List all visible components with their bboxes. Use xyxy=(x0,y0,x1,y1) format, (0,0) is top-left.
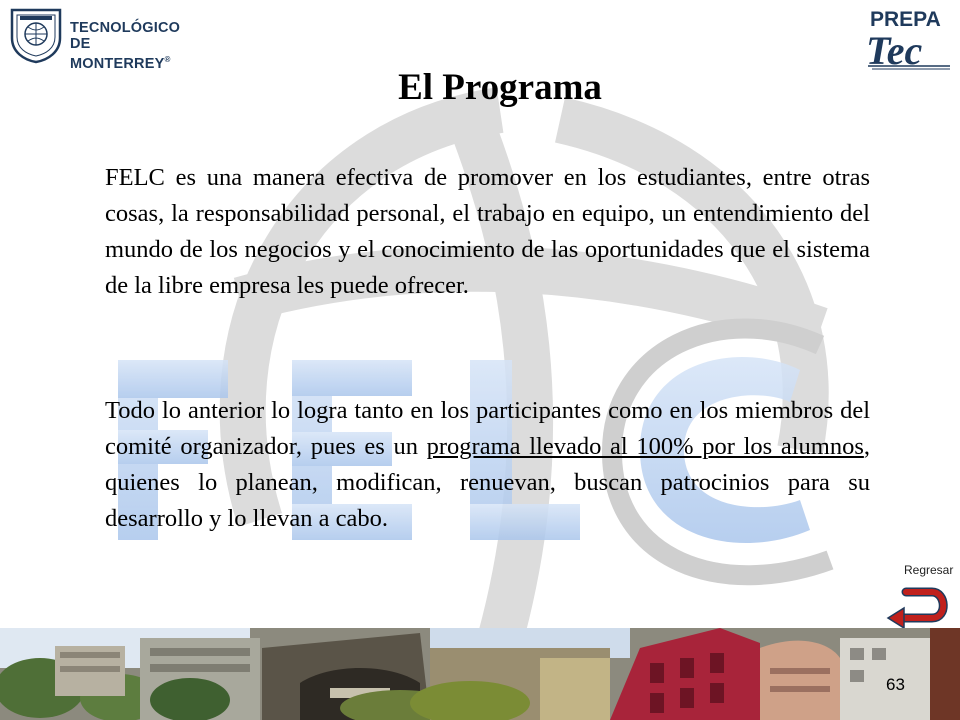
institution-name-line2: DE MONTERREY xyxy=(70,36,165,72)
para2-text-start: Todo lo anterior lo logra tanto en los participantes como en los miembros del comité organizador, pues es un xyxy=(105,397,870,460)
registered-mark: ® xyxy=(164,55,171,64)
tec-monterrey-logo xyxy=(8,6,193,72)
campus-photo-strip xyxy=(0,628,960,720)
institution-name-line1: TECNOLÓGICO xyxy=(70,20,181,36)
para2-text-end: , quienes lo planean, modifican, renuevan, buscan patrocinios para su desarrollo y lo llevan a cabo. xyxy=(105,433,870,532)
para2-underlined-text: programa llevado al 100% por los alumnos xyxy=(426,433,864,460)
body-paragraph-2 xyxy=(105,393,870,537)
prepa-tec-logo xyxy=(862,4,954,72)
prepa-logo-text: PREPA xyxy=(870,8,941,31)
body-paragraph-1: FELC es una manera efectiva de promover en los estudiantes, entre otras cosas, la responsabilidad personal, el trabajo en equipo, un entendimiento del mundo de los negocios y el conocimiento de las oportunidades que el sistema de la libre empresa les puede ofrecer. xyxy=(105,164,870,299)
return-label[interactable]: Regresar xyxy=(904,563,954,577)
return-arrow-icon[interactable] xyxy=(884,582,954,628)
page-number: 63 xyxy=(886,675,905,694)
slide-title: El Programa xyxy=(398,67,602,108)
tec-seal-icon xyxy=(8,6,64,64)
tec-logo-text: Tec xyxy=(866,28,923,72)
